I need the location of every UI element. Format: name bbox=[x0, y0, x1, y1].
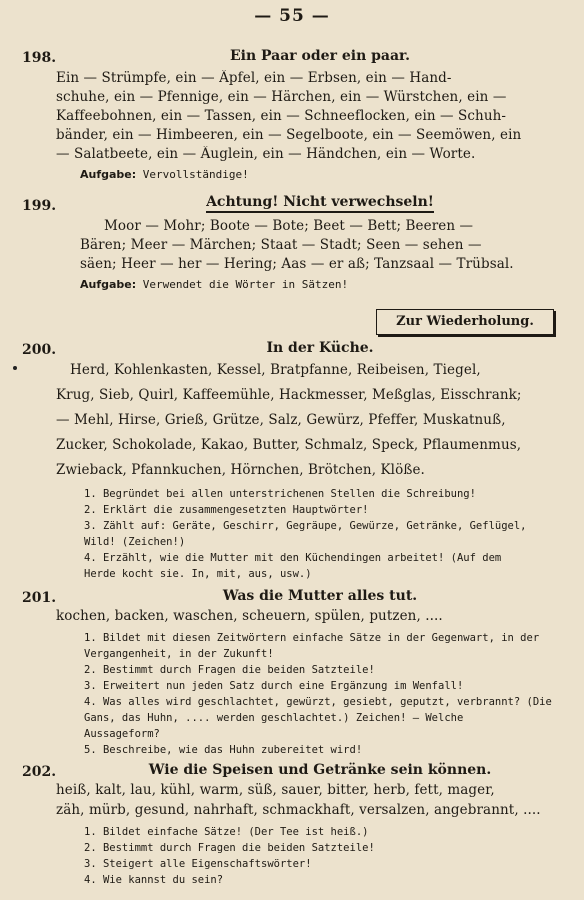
exercise-198-title: Ein Paar oder ein paar. bbox=[229, 48, 411, 64]
exercise-202-line: heiß, kalt, lau, kühl, warm, süß, sauer, bitter, herb, fett, mager, bbox=[56, 782, 495, 798]
exercise-199-title bbox=[80, 194, 560, 210]
review-box: Zur Wiederholung. bbox=[376, 309, 554, 335]
exercise-202-task: 3. Steigert alle Eigenschaftswörter! bbox=[84, 858, 312, 870]
exercise-199-line: Moor — Mohr; Boote — Bote; Beet — Bett; Beeren — bbox=[104, 218, 474, 234]
exercise-201-task: 5. Beschreibe, wie das Huhn zubereitet wird! bbox=[84, 744, 363, 756]
exercise-201-title: Was die Mutter alles tut. bbox=[222, 588, 418, 604]
exercise-202-task: 2. Bestimmt durch Fragen die beiden Satzteile! bbox=[84, 842, 375, 854]
exercise-200-line: — Mehl, Hirse, Grieß, Grütze, Salz, Gewürz, Pfeffer, Muskatnuß, bbox=[56, 412, 506, 428]
exercise-198-line: schuhe, ein — Pfennige, ein — Härchen, ein — Würstchen, ein — bbox=[56, 89, 507, 105]
exercise-199-line: säen; Heer — her — Hering; Aas — er aß; Tanzsaal — Trübsal. bbox=[80, 256, 514, 272]
exercise-200-number: 200. bbox=[22, 342, 57, 358]
exercise-198-task bbox=[80, 168, 249, 181]
exercise-201-task: 3. Erweitert nun jeden Satz durch eine Ergänzung im Wenfall! bbox=[84, 680, 464, 692]
exercise-198-line: Kaffeebohnen, ein — Tassen, ein — Schneeflocken, ein — Schuh- bbox=[56, 108, 507, 124]
exercise-200-task: 4. Erzählt, wie die Mutter mit den Küchendingen arbeitet! (Auf dem bbox=[84, 552, 502, 564]
task-label: Aufgabe: bbox=[80, 168, 137, 181]
exercise-202-task: 1. Bildet einfache Sätze! (Der Tee ist heiß.) bbox=[84, 826, 369, 838]
exercise-198-line: Ein — Strümpfe, ein — Äpfel, ein — Erbsen, ein — Hand- bbox=[56, 70, 452, 86]
exercise-200-task: Herde kocht sie. In, mit, aus, usw.) bbox=[84, 568, 312, 580]
exercise-198-number: 198. bbox=[22, 50, 57, 66]
exercise-200-line: Zucker, Schokolade, Kakao, Butter, Schmalz, Speck, Pflaumenmus, bbox=[56, 437, 522, 453]
exercise-200-line: Zwieback, Pfannkuchen, Hörnchen, Brötchen, Klöße. bbox=[56, 462, 425, 478]
exercise-198-line: bänder, ein — Himbeeren, ein — Segelboote, ein — Seemöwen, ein bbox=[56, 127, 522, 143]
exercise-199-title-text: Achtung! Nicht verwechseln! bbox=[206, 194, 434, 213]
exercise-201-line: kochen, backen, waschen, scheuern, spülen, putzen, .... bbox=[56, 608, 443, 624]
exercise-201-number: 201. bbox=[22, 590, 57, 606]
exercise-200-line: Herd, Kohlenkasten, Kessel, Bratpfanne, Reibeisen, Tiegel, bbox=[70, 362, 481, 378]
exercise-199-number: 199. bbox=[22, 198, 57, 214]
exercise-200-task: 1. Begründet bei allen unterstrichenen Stellen die Schreibung! bbox=[84, 488, 476, 500]
exercise-201-task: 4. Was alles wird geschlachtet, gewürzt, gesiebt, geputzt, verbrannt? (Die bbox=[84, 696, 552, 708]
task-text: Vervollständige! bbox=[142, 168, 249, 181]
exercise-200-task: 2. Erklärt die zusammengesetzten Hauptwörter! bbox=[84, 504, 369, 516]
ink-dot bbox=[13, 366, 17, 370]
exercise-200-task: 3. Zählt auf: Geräte, Geschirr, Gegräupe, Gewürze, Getränke, Geflügel, bbox=[84, 520, 527, 532]
exercise-198-line: — Salatbeete, ein — Äuglein, ein — Händchen, ein — Worte. bbox=[56, 146, 476, 162]
exercise-202-task: 4. Wie kannst du sein? bbox=[84, 874, 224, 886]
task-label: Aufgabe: bbox=[80, 278, 137, 291]
exercise-202-line: zäh, mürb, gesund, nahrhaft, schmackhaft, versalzen, angebrannt, .... bbox=[56, 802, 541, 818]
exercise-201-task: Gans, das Huhn, .... werden geschlachtet.) Zeichen! — Welche bbox=[84, 712, 464, 724]
task-text: Verwendet die Wörter in Sätzen! bbox=[142, 278, 349, 291]
exercise-200-line: Krug, Sieb, Quirl, Kaffeemühle, Hackmesser, Meßglas, Eisschrank; bbox=[56, 387, 522, 403]
exercise-200-task: Wild! (Zeichen!) bbox=[84, 536, 186, 548]
exercise-201-task: Aussageform? bbox=[84, 728, 160, 740]
exercise-201-task: Vergangenheit, in der Zukunft! bbox=[84, 648, 274, 660]
exercise-199-line: Bären; Meer — Märchen; Staat — Stadt; Seen — sehen — bbox=[80, 237, 482, 253]
exercise-202-title: Wie die Speisen und Getränke sein können. bbox=[148, 762, 492, 778]
page-number: — 55 — bbox=[254, 6, 330, 26]
exercise-202-number: 202. bbox=[22, 764, 57, 780]
exercise-200-title: In der Küche. bbox=[266, 340, 374, 356]
exercise-201-task: 2. Bestimmt durch Fragen die beiden Satzteile! bbox=[84, 664, 375, 676]
exercise-199-task bbox=[80, 278, 348, 291]
exercise-201-task: 1. Bildet mit diesen Zeitwörtern einfache Sätze in der Gegenwart, in der bbox=[84, 632, 540, 644]
